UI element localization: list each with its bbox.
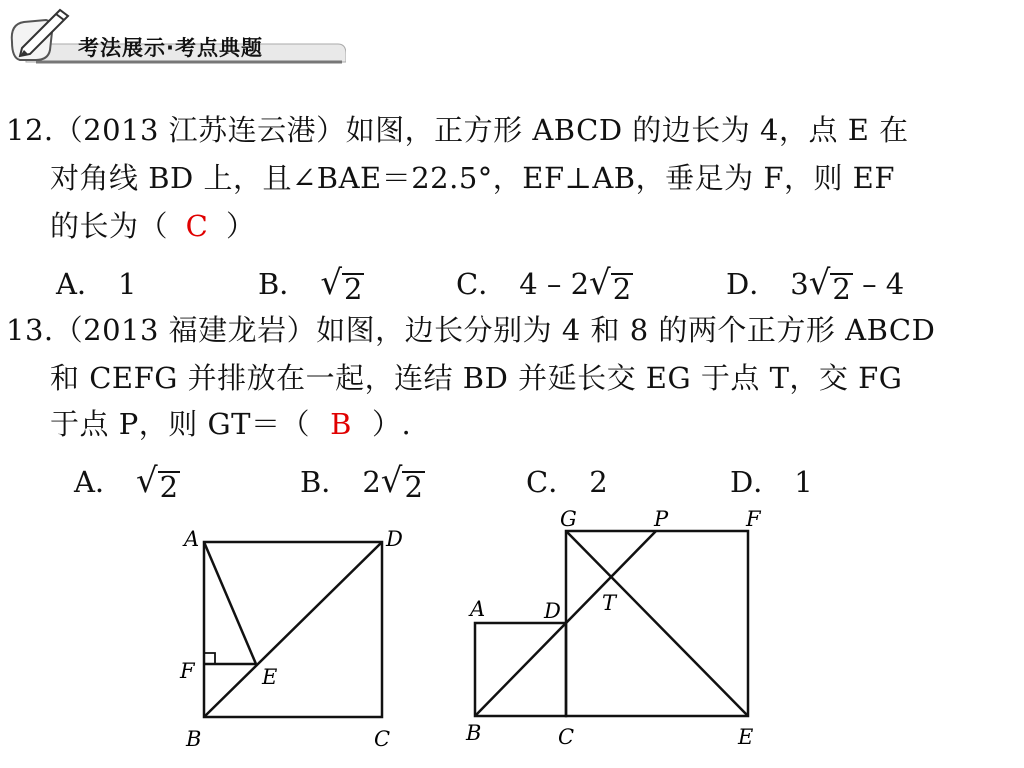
sqrt-expression bbox=[320, 263, 364, 306]
label-p: P bbox=[654, 507, 669, 531]
option-value: 1 bbox=[117, 267, 137, 301]
option-label: B． bbox=[300, 465, 351, 499]
pencil-icon bbox=[6, 2, 76, 68]
option-suffix: – 4 bbox=[862, 267, 905, 301]
option-label: A． bbox=[74, 465, 124, 499]
sqrt-expression bbox=[135, 461, 180, 504]
label-d: D bbox=[386, 527, 403, 551]
label-c: C bbox=[374, 727, 391, 751]
diagonal-bd bbox=[204, 542, 382, 717]
label-e: E bbox=[262, 665, 278, 689]
radical-sign-icon: √ bbox=[808, 263, 831, 303]
line-ge bbox=[566, 531, 748, 716]
right-angle-mark bbox=[204, 653, 215, 664]
figure-two-squares bbox=[456, 500, 776, 756]
label-b: B bbox=[466, 721, 482, 745]
q13-option-d bbox=[730, 460, 813, 501]
q12-line2: 对角线 BD 上，且∠BAE＝22.5°，EF⊥AB，垂足为 F，则 EF bbox=[50, 161, 895, 195]
q12-option-c bbox=[456, 262, 633, 306]
label-c: C bbox=[558, 725, 575, 749]
q12-line3-suffix: ） bbox=[226, 209, 256, 243]
radical-sign-icon: √ bbox=[320, 263, 342, 303]
radicand: 2 bbox=[832, 272, 851, 306]
label-t: T bbox=[602, 591, 617, 615]
radicand: 2 bbox=[404, 470, 423, 504]
q12-option-b bbox=[258, 262, 364, 306]
option-label: C． bbox=[526, 465, 578, 499]
option-prefix: 2 bbox=[362, 465, 381, 499]
option-label: B． bbox=[258, 267, 309, 301]
q13-option-b bbox=[300, 460, 425, 504]
q13-line2: 和 CEFG 并排放在一起，连结 BD 并延长交 EG 于点 T，交 FG bbox=[50, 361, 903, 395]
radicand: 2 bbox=[612, 272, 632, 306]
sqrt-expression bbox=[589, 263, 633, 306]
label-a: A bbox=[470, 597, 486, 621]
figure-square-abcd bbox=[170, 516, 420, 756]
option-value: 1 bbox=[794, 465, 813, 499]
option-value: 2 bbox=[589, 465, 608, 499]
label-a: A bbox=[184, 527, 200, 551]
sqrt-expression bbox=[380, 461, 425, 504]
label-b: B bbox=[186, 727, 202, 751]
q13-line1: 13.（2013 福建龙岩）如图，边长分别为 4 和 8 的两个正方形 ABCD bbox=[6, 313, 936, 347]
label-f: F bbox=[746, 507, 761, 531]
radical-sign-icon: √ bbox=[135, 461, 158, 501]
radicand: 2 bbox=[343, 272, 363, 306]
option-prefix: 4 – 2 bbox=[519, 267, 590, 301]
option-label: D． bbox=[726, 267, 779, 301]
radical-sign-icon: √ bbox=[589, 263, 611, 303]
option-label: A． bbox=[56, 267, 106, 301]
section-header bbox=[6, 2, 346, 68]
q13-line3-prefix: 于点 P，则 GT＝（ bbox=[50, 407, 310, 441]
q13-answer: B bbox=[330, 407, 352, 441]
q13-option-a bbox=[74, 460, 180, 504]
q12-line3 bbox=[50, 204, 256, 245]
label-g: G bbox=[560, 507, 577, 531]
q12-answer: C bbox=[185, 209, 209, 243]
radicand: 2 bbox=[159, 470, 179, 504]
q13-option-c bbox=[526, 460, 608, 501]
radical-sign-icon: √ bbox=[380, 461, 403, 501]
option-prefix: 3 bbox=[790, 267, 809, 301]
q13-line3 bbox=[50, 402, 411, 443]
label-f: F bbox=[180, 659, 195, 683]
sqrt-expression bbox=[808, 263, 853, 306]
q12-option-d bbox=[726, 262, 905, 306]
q12-option-a bbox=[56, 262, 136, 303]
option-label: C． bbox=[456, 267, 508, 301]
label-d: D bbox=[544, 599, 561, 623]
option-label: D． bbox=[730, 465, 783, 499]
q13-line3-suffix: ）. bbox=[371, 407, 412, 441]
q12-line3-prefix: 的长为（ bbox=[50, 209, 169, 243]
q12-line1: 12.（2013 江苏连云港）如图，正方形 ABCD 的边长为 4，点 E 在 bbox=[6, 113, 909, 147]
segment-ae bbox=[204, 542, 256, 664]
header-title: 考法展示·考点典题 bbox=[78, 36, 263, 60]
label-e: E bbox=[738, 725, 754, 749]
